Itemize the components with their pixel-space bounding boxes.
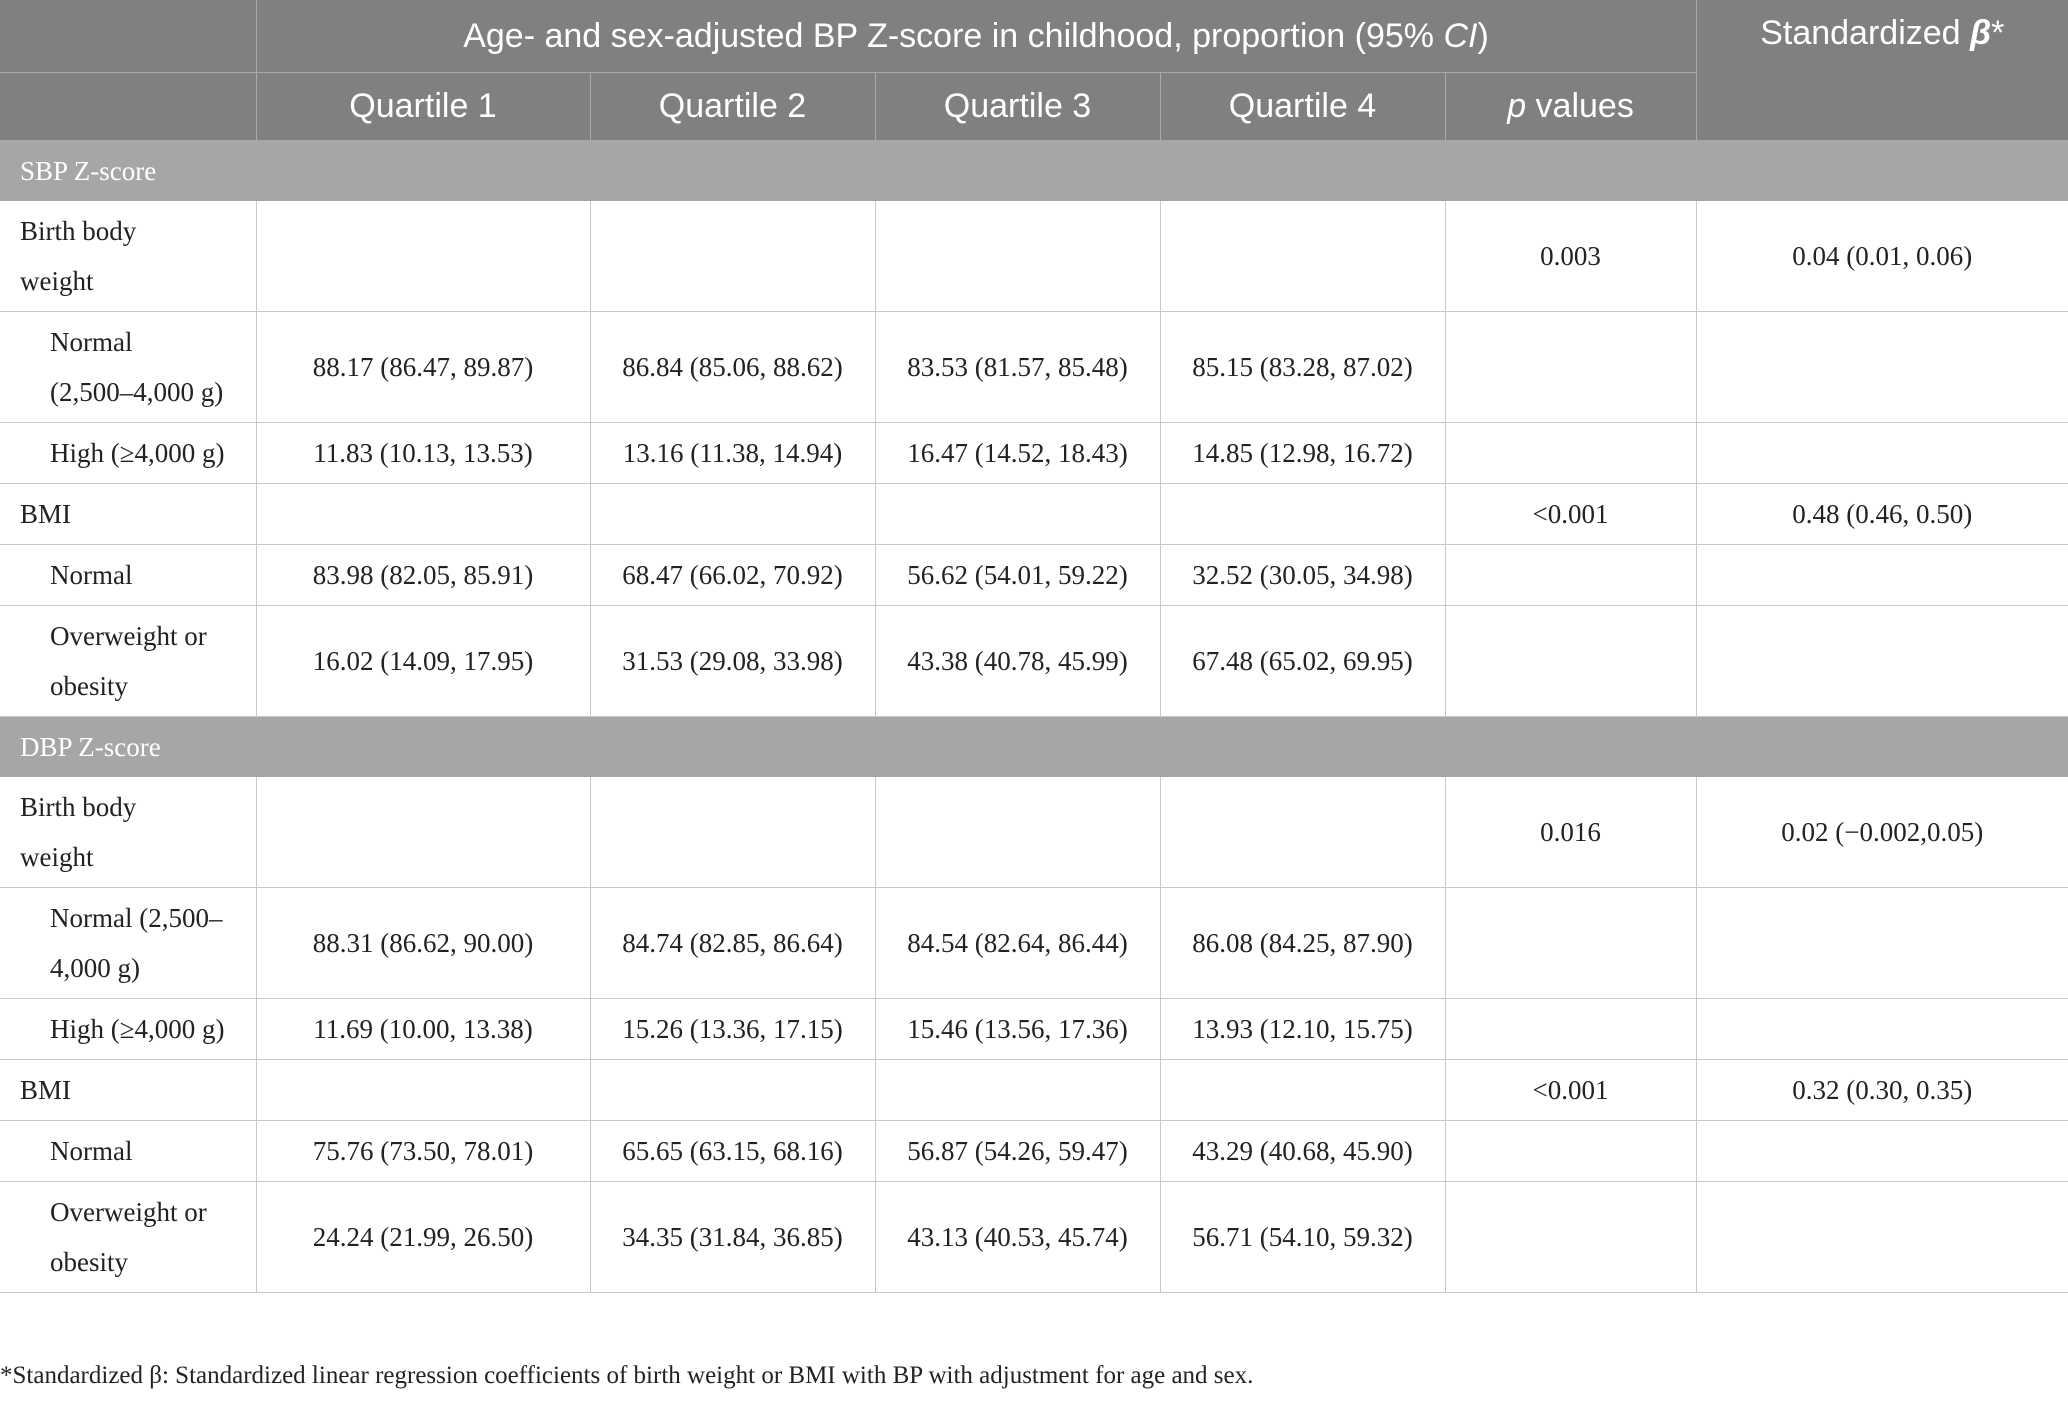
quartile-2-value: 15.26 (13.36, 17.15): [590, 999, 875, 1060]
quartile-1-value: [256, 201, 590, 312]
row-label-line: 4,000 g): [50, 953, 140, 983]
section-title: SBP Z-score: [0, 141, 2068, 202]
row-label: [0, 1182, 256, 1293]
quartile-1-value: 88.17 (86.47, 89.87): [256, 312, 590, 423]
table-row: [0, 1182, 2068, 1293]
row-label-line: Normal (2,500–: [50, 903, 223, 933]
p-value: <0.001: [1445, 484, 1696, 545]
standardized-beta-value: [1696, 1121, 2068, 1182]
table-row: [0, 1121, 2068, 1182]
quartile-2-value: 13.16 (11.38, 14.94): [590, 423, 875, 484]
standardized-beta-value: [1696, 312, 2068, 423]
quartile-1-value: [256, 1060, 590, 1121]
quartile-1-value: [256, 777, 590, 888]
quartile-1-value: 88.31 (86.62, 90.00): [256, 888, 590, 999]
standardized-beta-value: [1696, 423, 2068, 484]
quartile-2-value: [590, 1060, 875, 1121]
row-label-line: Overweight or: [50, 621, 207, 651]
p-value: [1445, 999, 1696, 1060]
quartile-3-value: 15.46 (13.56, 17.36): [875, 999, 1160, 1060]
quartile-2-value: 86.84 (85.06, 88.62): [590, 312, 875, 423]
quartile-4-header: Quartile 4: [1160, 73, 1445, 141]
header-row-1: [0, 0, 2068, 73]
standardized-beta-value: [1696, 545, 2068, 606]
row-label-line: obesity: [50, 1247, 128, 1277]
standardized-beta-value: [1696, 1182, 2068, 1293]
p-value: [1445, 423, 1696, 484]
standardized-beta-symbol: β: [1970, 14, 1992, 52]
row-label-line: Birth body: [20, 792, 137, 822]
row-label: [0, 1060, 256, 1121]
quartile-3-value: 83.53 (81.57, 85.48): [875, 312, 1160, 423]
table-row: [0, 777, 2068, 888]
row-label: [0, 777, 256, 888]
quartile-1-header: Quartile 1: [256, 73, 590, 141]
p-value: <0.001: [1445, 1060, 1696, 1121]
table-body: [0, 141, 2068, 1293]
quartile-4-value: [1160, 484, 1445, 545]
table-row: [0, 201, 2068, 312]
standardized-beta-value: [1696, 606, 2068, 717]
p-value: [1445, 1182, 1696, 1293]
row-label-line: High (≥4,000 g): [50, 1014, 225, 1044]
p-values-rest: values: [1526, 87, 1634, 125]
quartile-4-value: 56.71 (54.10, 59.32): [1160, 1182, 1445, 1293]
p-value: [1445, 1121, 1696, 1182]
quartile-4-value: 14.85 (12.98, 16.72): [1160, 423, 1445, 484]
group-title-ci: CI: [1443, 16, 1478, 55]
row-label-line: High (≥4,000 g): [50, 438, 225, 468]
quartile-3-value: 16.47 (14.52, 18.43): [875, 423, 1160, 484]
row-label: [0, 545, 256, 606]
row-label-line: Normal: [50, 327, 133, 357]
p-italic: p: [1507, 87, 1527, 125]
standardized-beta-value: [1696, 888, 2068, 999]
quartile-3-value: [875, 1060, 1160, 1121]
section-header-row: [0, 717, 2068, 778]
table-footnote: *Standardized β: Standardized linear regression coefficients of birth weight or BMI with BP with adjustment for age and sex.: [0, 1362, 1254, 1389]
row-label: [0, 606, 256, 717]
quartile-4-value: [1160, 1060, 1445, 1121]
standardized-beta-value: 0.02 (−0.002,0.05): [1696, 777, 2068, 888]
table-row: [0, 545, 2068, 606]
table-row: [0, 1060, 2068, 1121]
table-row: [0, 606, 2068, 717]
quartile-3-header: Quartile 3: [875, 73, 1160, 141]
quartile-4-value: 13.93 (12.10, 15.75): [1160, 999, 1445, 1060]
row-label: [0, 1121, 256, 1182]
row-label-line: BMI: [20, 1075, 72, 1105]
row-label-line: BMI: [20, 499, 72, 529]
row-label-line: Overweight or: [50, 1197, 207, 1227]
quartile-4-value: 32.52 (30.05, 34.98): [1160, 545, 1445, 606]
p-value: [1445, 312, 1696, 423]
table-row: [0, 484, 2068, 545]
p-values-header: [1445, 73, 1696, 141]
row-label-line: weight: [20, 842, 94, 872]
section-title: DBP Z-score: [0, 717, 2068, 778]
row-label: [0, 484, 256, 545]
table-row: [0, 999, 2068, 1060]
standardized-beta-value: 0.32 (0.30, 0.35): [1696, 1060, 2068, 1121]
quartile-2-value: 84.74 (82.85, 86.64): [590, 888, 875, 999]
header-corner-cell: [0, 0, 256, 73]
quartile-3-value: [875, 777, 1160, 888]
quartile-3-value: [875, 201, 1160, 312]
table-row: [0, 888, 2068, 999]
table-row: [0, 423, 2068, 484]
quartile-3-value: 84.54 (82.64, 86.44): [875, 888, 1160, 999]
row-label-line: (2,500–4,000 g): [50, 377, 224, 407]
quartile-2-value: [590, 484, 875, 545]
quartile-4-value: 43.29 (40.68, 45.90): [1160, 1121, 1445, 1182]
row-label-line: Normal: [50, 560, 133, 590]
p-value: [1445, 888, 1696, 999]
p-value: 0.016: [1445, 777, 1696, 888]
group-title-prefix: Age- and sex-adjusted BP Z-score in childhood, proportion (95%: [463, 16, 1444, 55]
quartile-1-value: 83.98 (82.05, 85.91): [256, 545, 590, 606]
quartile-1-value: 16.02 (14.09, 17.95): [256, 606, 590, 717]
section-header-row: [0, 141, 2068, 202]
row-label-line: Normal: [50, 1136, 133, 1166]
group-header: [256, 0, 1696, 73]
quartile-2-value: [590, 201, 875, 312]
standardized-beta-value: 0.04 (0.01, 0.06): [1696, 201, 2068, 312]
quartile-4-value: [1160, 777, 1445, 888]
standardized-beta-value: [1696, 999, 2068, 1060]
row-label: [0, 312, 256, 423]
p-value: 0.003: [1445, 201, 1696, 312]
header-corner-cell-2: [0, 73, 256, 141]
row-label: [0, 423, 256, 484]
quartile-1-value: 24.24 (21.99, 26.50): [256, 1182, 590, 1293]
standardized-beta-value: 0.48 (0.46, 0.50): [1696, 484, 2068, 545]
quartile-1-value: [256, 484, 590, 545]
quartile-2-header: Quartile 2: [590, 73, 875, 141]
quartile-3-value: 56.62 (54.01, 59.22): [875, 545, 1160, 606]
row-label: [0, 201, 256, 312]
group-title-suffix: ): [1477, 16, 1489, 55]
quartile-2-value: 65.65 (63.15, 68.16): [590, 1121, 875, 1182]
quartile-4-value: [1160, 201, 1445, 312]
row-label-line: weight: [20, 266, 94, 296]
row-label: [0, 999, 256, 1060]
quartile-4-value: 85.15 (83.28, 87.02): [1160, 312, 1445, 423]
quartile-3-value: 43.13 (40.53, 45.74): [875, 1182, 1160, 1293]
quartile-4-value: 86.08 (84.25, 87.90): [1160, 888, 1445, 999]
quartile-2-value: 68.47 (66.02, 70.92): [590, 545, 875, 606]
table-row: [0, 312, 2068, 423]
quartile-3-value: [875, 484, 1160, 545]
standardized-label: Standardized: [1760, 14, 1971, 52]
standardized-beta-header: [1696, 0, 2068, 141]
row-label-line: Birth body: [20, 216, 137, 246]
quartile-1-value: 11.83 (10.13, 13.53): [256, 423, 590, 484]
quartile-2-value: 34.35 (31.84, 36.85): [590, 1182, 875, 1293]
p-value: [1445, 606, 1696, 717]
row-label: [0, 888, 256, 999]
quartile-1-value: 11.69 (10.00, 13.38): [256, 999, 590, 1060]
standardized-star: *: [1991, 14, 2005, 52]
quartile-4-value: 67.48 (65.02, 69.95): [1160, 606, 1445, 717]
quartile-3-value: 43.38 (40.78, 45.99): [875, 606, 1160, 717]
quartile-2-value: [590, 777, 875, 888]
quartile-3-value: 56.87 (54.26, 59.47): [875, 1121, 1160, 1182]
row-label-line: obesity: [50, 671, 128, 701]
quartile-2-value: 31.53 (29.08, 33.98): [590, 606, 875, 717]
table-header: [0, 0, 2068, 141]
quartile-1-value: 75.76 (73.50, 78.01): [256, 1121, 590, 1182]
p-value: [1445, 545, 1696, 606]
